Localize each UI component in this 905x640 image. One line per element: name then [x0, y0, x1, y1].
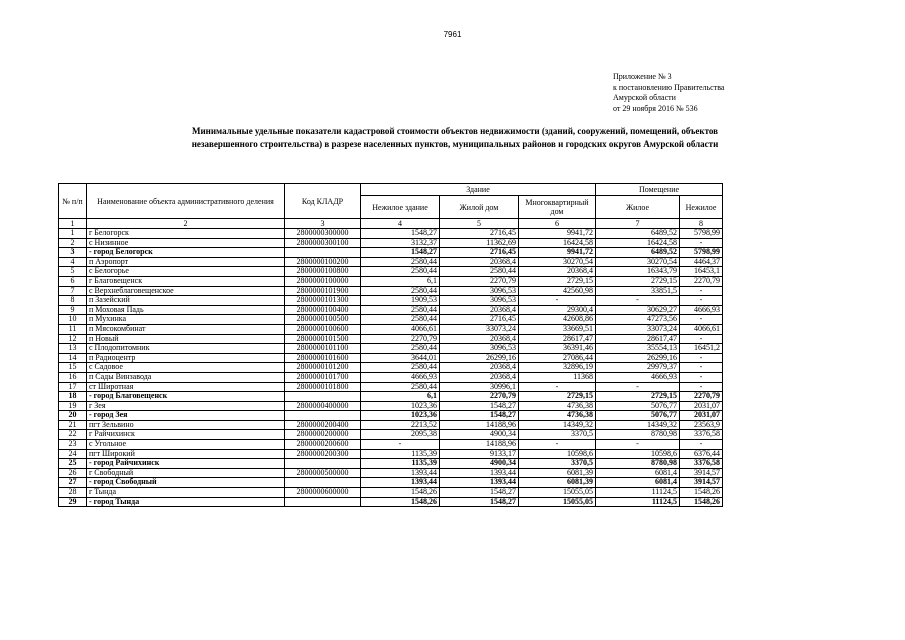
row-nonres-premises: - [680, 238, 723, 248]
table-row [59, 363, 723, 373]
row-res-building: 1548,27 [440, 497, 519, 507]
row-apartment: 16424,58 [519, 238, 596, 248]
row-number: 20 [59, 411, 87, 421]
row-number: 9 [59, 305, 87, 315]
table-row [59, 305, 723, 315]
row-nonres-premises: - [680, 315, 723, 325]
table-row [59, 449, 723, 459]
row-number: 15 [59, 363, 87, 373]
row-res-premises: 11124,5 [596, 497, 680, 507]
row-res-premises: 14349,32 [596, 420, 680, 430]
row-res-building: 20368,4 [440, 334, 519, 344]
row-res-building: 4900,34 [440, 459, 519, 469]
table-row [59, 344, 723, 354]
table-row [59, 497, 723, 507]
row-nonres-building: 2580,44 [361, 305, 440, 315]
row-apartment: 9941,72 [519, 229, 596, 239]
row-kladr-code: 2800000101700 [285, 372, 361, 382]
row-nonres-premises: - [680, 334, 723, 344]
row-kladr-code [285, 411, 361, 421]
row-kladr-code [285, 497, 361, 507]
table-row [59, 315, 723, 325]
row-apartment: 10598,6 [519, 449, 596, 459]
appendix-note [613, 72, 724, 114]
table-body [59, 229, 723, 507]
row-name: пгт Зельвино [87, 420, 285, 430]
row-nonres-building: 1135,39 [361, 459, 440, 469]
row-res-premises: - [596, 296, 680, 306]
row-kladr-code: 2800000100500 [285, 315, 361, 325]
row-res-premises: - [596, 440, 680, 450]
row-kladr-code: 2800000101600 [285, 353, 361, 363]
row-kladr-code [285, 392, 361, 402]
row-res-building: 26299,16 [440, 353, 519, 363]
column-number: 7 [596, 219, 680, 229]
row-nonres-premises: 3376,58 [680, 459, 723, 469]
row-nonres-building: 2270,79 [361, 334, 440, 344]
row-res-premises: - [596, 382, 680, 392]
header-num: № п/п [59, 184, 87, 219]
row-name: п Мухинка [87, 315, 285, 325]
row-res-building: 20368,4 [440, 372, 519, 382]
row-res-premises: 2729,15 [596, 276, 680, 286]
row-res-premises: 26299,16 [596, 353, 680, 363]
row-number: 4 [59, 257, 87, 267]
row-name: - город Свободный [87, 478, 285, 488]
row-nonres-building: 6,1 [361, 392, 440, 402]
row-apartment: 11368 [519, 372, 596, 382]
row-kladr-code: 2800000600000 [285, 488, 361, 498]
row-res-premises: 8780,98 [596, 430, 680, 440]
row-nonres-premises: 3914,57 [680, 468, 723, 478]
row-nonres-building: 2095,38 [361, 430, 440, 440]
row-name: г Свободный [87, 468, 285, 478]
row-res-premises: 6489,52 [596, 229, 680, 239]
header-premises-group: Помещение [596, 184, 723, 196]
row-res-premises: 11124,5 [596, 488, 680, 498]
row-name: с Верхнеблаговещенское [87, 286, 285, 296]
row-nonres-premises: - [680, 353, 723, 363]
row-kladr-code: 2800000101200 [285, 363, 361, 373]
row-name: п Сады Винзавода [87, 372, 285, 382]
column-number: 4 [361, 219, 440, 229]
row-nonres-premises: - [680, 382, 723, 392]
row-kladr-code: 2800000200000 [285, 430, 361, 440]
row-number: 25 [59, 459, 87, 469]
row-nonres-building: 6,1 [361, 276, 440, 286]
row-res-premises: 5076,77 [596, 411, 680, 421]
row-nonres-premises: 4066,61 [680, 324, 723, 334]
row-res-building: 1393,44 [440, 478, 519, 488]
row-number: 14 [59, 353, 87, 363]
table-row [59, 296, 723, 306]
row-name: - город Благовещенск [87, 392, 285, 402]
row-res-building: 14188,96 [440, 440, 519, 450]
row-name: п Мясокомбинат [87, 324, 285, 334]
table-row [59, 372, 723, 382]
table-row [59, 392, 723, 402]
row-res-premises: 33073,24 [596, 324, 680, 334]
row-res-building: 20368,4 [440, 257, 519, 267]
row-name: п Моховая Падь [87, 305, 285, 315]
row-number: 1 [59, 229, 87, 239]
row-nonres-building: 4666,93 [361, 372, 440, 382]
row-res-premises: 28617,47 [596, 334, 680, 344]
row-nonres-building: 2580,44 [361, 315, 440, 325]
row-number: 26 [59, 468, 87, 478]
row-number: 18 [59, 392, 87, 402]
row-apartment: 14349,32 [519, 420, 596, 430]
appendix-line: от 29 ноября 2016 № 536 [613, 103, 698, 113]
row-apartment: - [519, 296, 596, 306]
header-building-group: Здание [361, 184, 596, 196]
row-nonres-premises: 16451,2 [680, 344, 723, 354]
row-nonres-premises: - [680, 296, 723, 306]
row-res-building: 2716,45 [440, 315, 519, 325]
row-res-premises: 6081,4 [596, 478, 680, 488]
row-nonres-building: 1548,27 [361, 248, 440, 258]
row-apartment: 42608,86 [519, 315, 596, 325]
table-row [59, 286, 723, 296]
row-nonres-building: 1393,44 [361, 468, 440, 478]
table-row [59, 257, 723, 267]
row-kladr-code: 2800000300000 [285, 229, 361, 239]
row-kladr-code: 2800000100000 [285, 276, 361, 286]
row-name: - город Райчихинск [87, 459, 285, 469]
row-number: 29 [59, 497, 87, 507]
row-nonres-premises: 1548,26 [680, 497, 723, 507]
row-nonres-building: 2580,44 [361, 363, 440, 373]
row-apartment: 3370,5 [519, 430, 596, 440]
header-res-building: Жилой дом [440, 196, 519, 219]
row-res-building: 3096,53 [440, 296, 519, 306]
row-nonres-building: 1548,26 [361, 488, 440, 498]
row-nonres-premises: 1548,26 [680, 488, 723, 498]
row-apartment: 6081,39 [519, 478, 596, 488]
row-res-building: 20368,4 [440, 363, 519, 373]
row-nonres-premises: - [680, 372, 723, 382]
row-kladr-code: 2800000200300 [285, 449, 361, 459]
row-res-premises: 30629,27 [596, 305, 680, 315]
table-row [59, 420, 723, 430]
row-name: с Белогорье [87, 267, 285, 277]
row-number: 16 [59, 372, 87, 382]
column-number: 3 [285, 219, 361, 229]
row-name: п Зазейский [87, 296, 285, 306]
row-apartment: 4736,38 [519, 401, 596, 411]
row-res-premises: 6489,52 [596, 248, 680, 258]
row-name: ст Широтная [87, 382, 285, 392]
row-res-premises: 2729,15 [596, 392, 680, 402]
row-kladr-code: 2800000200600 [285, 440, 361, 450]
row-res-building: 11362,69 [440, 238, 519, 248]
row-apartment: 27086,44 [519, 353, 596, 363]
row-nonres-building: 1548,27 [361, 229, 440, 239]
row-nonres-building: 1135,39 [361, 449, 440, 459]
appendix-line: Приложение № 3 [613, 72, 672, 81]
row-nonres-premises: 2270,79 [680, 392, 723, 402]
row-name: г Белогорск [87, 229, 285, 239]
table-row [59, 382, 723, 392]
row-res-building: 4900,34 [440, 430, 519, 440]
row-number: 23 [59, 440, 87, 450]
row-nonres-building: 2580,44 [361, 286, 440, 296]
row-apartment: - [519, 440, 596, 450]
table-row [59, 401, 723, 411]
row-apartment: 3370,5 [519, 459, 596, 469]
row-kladr-code: 2800000300100 [285, 238, 361, 248]
row-res-building: 1548,27 [440, 411, 519, 421]
row-res-building: 20368,4 [440, 305, 519, 315]
table-row [59, 459, 723, 469]
row-res-premises: 33851,5 [596, 286, 680, 296]
row-nonres-premises: 3914,57 [680, 478, 723, 488]
title-line: Минимальные удельные показатели кадастровой стоимости объектов недвижимости (зданий, сооружений, помещений, объектов [191, 126, 719, 136]
row-res-premises: 29979,37 [596, 363, 680, 373]
row-number: 28 [59, 488, 87, 498]
row-number: 17 [59, 382, 87, 392]
row-number: 8 [59, 296, 87, 306]
row-nonres-premises: 2031,07 [680, 411, 723, 421]
column-number: 8 [680, 219, 723, 229]
row-name: с Низинное [87, 238, 285, 248]
table-row [59, 411, 723, 421]
row-number: 24 [59, 449, 87, 459]
row-nonres-premises: 5798,99 [680, 229, 723, 239]
table-row [59, 468, 723, 478]
row-nonres-building: 2580,44 [361, 382, 440, 392]
row-res-premises: 4666,93 [596, 372, 680, 382]
row-kladr-code: 2800000100400 [285, 305, 361, 315]
row-number: 5 [59, 267, 87, 277]
row-kladr-code [285, 459, 361, 469]
column-number: 5 [440, 219, 519, 229]
row-apartment: 2729,15 [519, 276, 596, 286]
header-nonres-premises: Нежилое [680, 196, 723, 219]
row-kladr-code: 2800000100800 [285, 267, 361, 277]
appendix-line: к постановлению Правительства [613, 82, 725, 92]
page-number: 7961 [443, 30, 462, 39]
row-apartment: 20368,4 [519, 267, 596, 277]
table-row [59, 430, 723, 440]
row-name: г Благовещенск [87, 276, 285, 286]
row-name: п Радиоцентр [87, 353, 285, 363]
row-kladr-code [285, 248, 361, 258]
row-res-premises: 35554,13 [596, 344, 680, 354]
table-row [59, 488, 723, 498]
row-name: п Новый [87, 334, 285, 344]
header-res-premises: Жилое [596, 196, 680, 219]
row-nonres-premises: - [680, 363, 723, 373]
row-nonres-building: 1909,53 [361, 296, 440, 306]
table-row [59, 478, 723, 488]
row-res-building: 30996,1 [440, 382, 519, 392]
row-nonres-premises: 16453,1 [680, 267, 723, 277]
row-res-building: 1393,44 [440, 468, 519, 478]
row-apartment: 28617,47 [519, 334, 596, 344]
row-nonres-building: 1023,36 [361, 411, 440, 421]
row-nonres-building: 3132,37 [361, 238, 440, 248]
title-line: незавершенного строительства) в разрезе населенных пунктов, муниципальных районов и городских округов Амурской области [191, 139, 719, 149]
row-nonres-premises: 6376,44 [680, 449, 723, 459]
row-number: 3 [59, 248, 87, 258]
table-row [59, 353, 723, 363]
row-number: 22 [59, 430, 87, 440]
row-res-premises: 6081,4 [596, 468, 680, 478]
row-nonres-premises: 3376,58 [680, 430, 723, 440]
row-apartment: 36391,46 [519, 344, 596, 354]
row-apartment: 29300,4 [519, 305, 596, 315]
row-number: 13 [59, 344, 87, 354]
row-name: с Плодопитомник [87, 344, 285, 354]
row-res-building: 2716,45 [440, 248, 519, 258]
row-name: - город Тында [87, 497, 285, 507]
row-name: г Зея [87, 401, 285, 411]
row-apartment: 2729,15 [519, 392, 596, 402]
row-apartment: 42560,98 [519, 286, 596, 296]
row-number: 27 [59, 478, 87, 488]
row-apartment: 32896,19 [519, 363, 596, 373]
row-res-building: 1548,27 [440, 401, 519, 411]
table-row [59, 248, 723, 258]
row-nonres-building: 2580,44 [361, 267, 440, 277]
row-nonres-premises: 5798,99 [680, 248, 723, 258]
row-kladr-code: 2800000500000 [285, 468, 361, 478]
header-nonres-building: Нежилое здание [361, 196, 440, 219]
table-row [59, 238, 723, 248]
row-number: 12 [59, 334, 87, 344]
row-number: 10 [59, 315, 87, 325]
row-name: г Райчихинск [87, 430, 285, 440]
row-apartment: 6081,39 [519, 468, 596, 478]
table-row [59, 440, 723, 450]
row-nonres-premises: 23563,9 [680, 420, 723, 430]
row-kladr-code: 2800000101500 [285, 334, 361, 344]
row-nonres-building: 1393,44 [361, 478, 440, 488]
row-kladr-code: 2800000400000 [285, 401, 361, 411]
row-name: - город Белогорск [87, 248, 285, 258]
row-res-building: 9133,17 [440, 449, 519, 459]
row-number: 6 [59, 276, 87, 286]
appendix-line: Амурской области [613, 93, 676, 102]
column-number: 2 [87, 219, 285, 229]
cadastral-value-table [58, 183, 723, 507]
row-nonres-building: 4066,61 [361, 324, 440, 334]
row-name: - город Зея [87, 411, 285, 421]
row-nonres-building: - [361, 440, 440, 450]
row-number: 11 [59, 324, 87, 334]
column-number: 6 [519, 219, 596, 229]
row-res-building: 1548,27 [440, 488, 519, 498]
row-kladr-code: 2800000101100 [285, 344, 361, 354]
row-name: с Садовое [87, 363, 285, 373]
row-kladr-code: 2800000101800 [285, 382, 361, 392]
table-row [59, 267, 723, 277]
row-nonres-premises: 4464,37 [680, 257, 723, 267]
table-row [59, 276, 723, 286]
document-title [55, 125, 855, 151]
row-res-premises: 16343,79 [596, 267, 680, 277]
column-number: 1 [59, 219, 87, 229]
row-number: 2 [59, 238, 87, 248]
row-apartment: 33669,51 [519, 324, 596, 334]
row-nonres-building: 2580,44 [361, 257, 440, 267]
row-nonres-building: 3644,01 [361, 353, 440, 363]
row-nonres-premises: - [680, 440, 723, 450]
row-res-building: 2270,79 [440, 276, 519, 286]
row-apartment: 30270,54 [519, 257, 596, 267]
row-nonres-premises: 4666,93 [680, 305, 723, 315]
row-name: с Угольное [87, 440, 285, 450]
row-res-premises: 5076,77 [596, 401, 680, 411]
row-apartment: - [519, 382, 596, 392]
row-nonres-building: 2580,44 [361, 344, 440, 354]
row-res-building: 33073,24 [440, 324, 519, 334]
row-nonres-premises: - [680, 286, 723, 296]
row-res-building: 2716,45 [440, 229, 519, 239]
row-res-building: 14188,96 [440, 420, 519, 430]
row-apartment: 15055,05 [519, 497, 596, 507]
table-row [59, 324, 723, 334]
row-kladr-code: 2800000101900 [285, 286, 361, 296]
row-nonres-premises: 2270,79 [680, 276, 723, 286]
row-nonres-building: 2213,52 [361, 420, 440, 430]
row-nonres-premises: 2031,07 [680, 401, 723, 411]
row-number: 21 [59, 420, 87, 430]
row-res-premises: 10598,6 [596, 449, 680, 459]
header-name: Наименование объекта административного деления [87, 184, 285, 219]
row-res-building: 2270,79 [440, 392, 519, 402]
row-kladr-code: 2800000101300 [285, 296, 361, 306]
row-nonres-building: 1023,36 [361, 401, 440, 411]
row-res-building: 3096,53 [440, 344, 519, 354]
row-kladr-code [285, 478, 361, 488]
row-apartment: 15055,05 [519, 488, 596, 498]
row-apartment: 9941,72 [519, 248, 596, 258]
row-kladr-code: 2800000100600 [285, 324, 361, 334]
row-kladr-code: 2800000200400 [285, 420, 361, 430]
row-res-building: 2580,44 [440, 267, 519, 277]
row-name: г Тында [87, 488, 285, 498]
row-res-premises: 30270,54 [596, 257, 680, 267]
header-apartment: Многоквартирный дом [519, 196, 596, 219]
table-row [59, 334, 723, 344]
row-res-premises: 8780,98 [596, 459, 680, 469]
row-res-building: 3096,53 [440, 286, 519, 296]
row-name: п Аэропорт [87, 257, 285, 267]
row-number: 7 [59, 286, 87, 296]
header-kladr: Код КЛАДР [285, 184, 361, 219]
row-nonres-building: 1548,26 [361, 497, 440, 507]
row-res-premises: 16424,58 [596, 238, 680, 248]
row-res-premises: 47273,56 [596, 315, 680, 325]
row-kladr-code: 2800000100200 [285, 257, 361, 267]
table-row [59, 229, 723, 239]
row-number: 19 [59, 401, 87, 411]
row-apartment: 4736,38 [519, 411, 596, 421]
row-name: пгт Широкий [87, 449, 285, 459]
